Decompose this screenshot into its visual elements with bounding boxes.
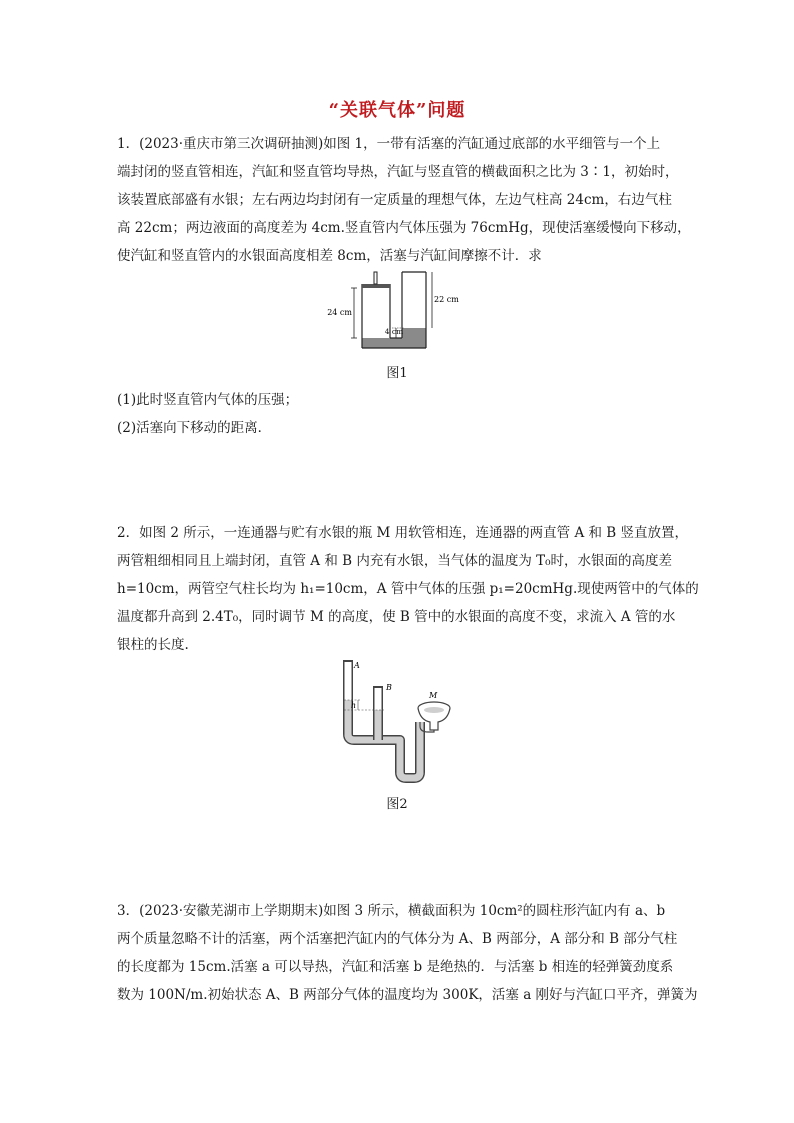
subquestion: (1)此时竖直管内气体的压强； xyxy=(117,392,299,408)
label-B: B xyxy=(386,683,392,692)
text-line: 使汽缸和竖直管内的水银面高度相差 8cm，活塞与汽缸间摩擦不计．求 xyxy=(117,248,542,264)
figure-1-cylinder-diagram xyxy=(327,268,460,356)
page-title: “关联气体”问题 xyxy=(328,100,466,121)
question-2-text xyxy=(117,519,699,659)
label-4cm: 4 cm xyxy=(384,327,404,336)
label-h: h xyxy=(350,701,356,710)
piston xyxy=(362,284,390,288)
text-line: 数为 100N/m.初始状态 A、B 两部分气体的温度均为 300K，活塞 a 刚好与汽缸口平齐，弹簧为 xyxy=(117,987,698,1003)
text-line: 端封闭的竖直管相连，汽缸和竖直管均导热，汽缸与竖直管的横截面积之比为 3∶1，初始时， xyxy=(117,164,679,180)
text-line: 两管粗细相同且上端封闭，直管 A 和 B 内充有水银，当气体的温度为 T₀时，水银面的高度差 xyxy=(117,553,673,569)
text-line: h=10cm，两管空气柱长均为 h₁=10cm，A 管中气体的压强 p₁=20cmHg.现使两管中的气体的 xyxy=(117,581,699,597)
text-line: 2．如图 2 所示，一连通器与贮有水银的瓶 M 用软管相连，连通器的两直管 A 和 B 竖直放置， xyxy=(117,525,689,541)
text-line: 的长度都为 15cm.活塞 a 可以导热，汽缸和活塞 b 是绝热的．与活塞 b 相连的轻弹簧劲度系 xyxy=(117,959,674,975)
question-1-text xyxy=(117,130,691,270)
figure-2-connector-diagram xyxy=(340,660,460,784)
figure-2-caption: 图2 xyxy=(386,797,408,812)
question-3-text xyxy=(117,897,698,1009)
label-M: M xyxy=(429,691,438,700)
piston-rod xyxy=(374,272,377,284)
subquestion: (2)活塞向下移动的距离． xyxy=(117,420,272,436)
text-line: 两个质量忽略不计的活塞，两个活塞把汽缸内的气体分为 A、B 两部分，A 部分和 B 部分气柱 xyxy=(117,931,678,947)
text-line: 1．(2023·重庆市第三次调研抽测)如图 1，一带有活塞的汽缸通过底部的水平细管与一个上 xyxy=(117,136,661,152)
label-A: A xyxy=(354,661,360,670)
text-line: 该装置底部盛有水银；左右两边均封闭有一定质量的理想气体，左边气柱高 24cm，右边气柱 xyxy=(117,192,672,208)
figure-1-caption: 图1 xyxy=(386,366,408,381)
text-line: 银柱的长度. xyxy=(117,637,189,653)
text-line: 温度都升高到 2.4T₀，同时调节 M 的高度，使 B 管中的水银面的高度不变，求流入 A 管的水 xyxy=(117,609,676,625)
label-24cm: 24 cm xyxy=(327,308,352,317)
text-line: 3．(2023·安徽芜湖市上学期期末)如图 3 所示，横截面积为 10cm²的圆柱形汽缸内有 a、b xyxy=(117,903,666,919)
text-line: 高 22cm；两边液面的高度差为 4cm.竖直管内气体压强为 76cmHg，现使活塞缓慢向下移动， xyxy=(117,220,691,236)
mercury-right-tube xyxy=(402,328,426,348)
label-22cm: 22 cm xyxy=(434,295,459,304)
question-1-subquestions xyxy=(117,386,683,442)
